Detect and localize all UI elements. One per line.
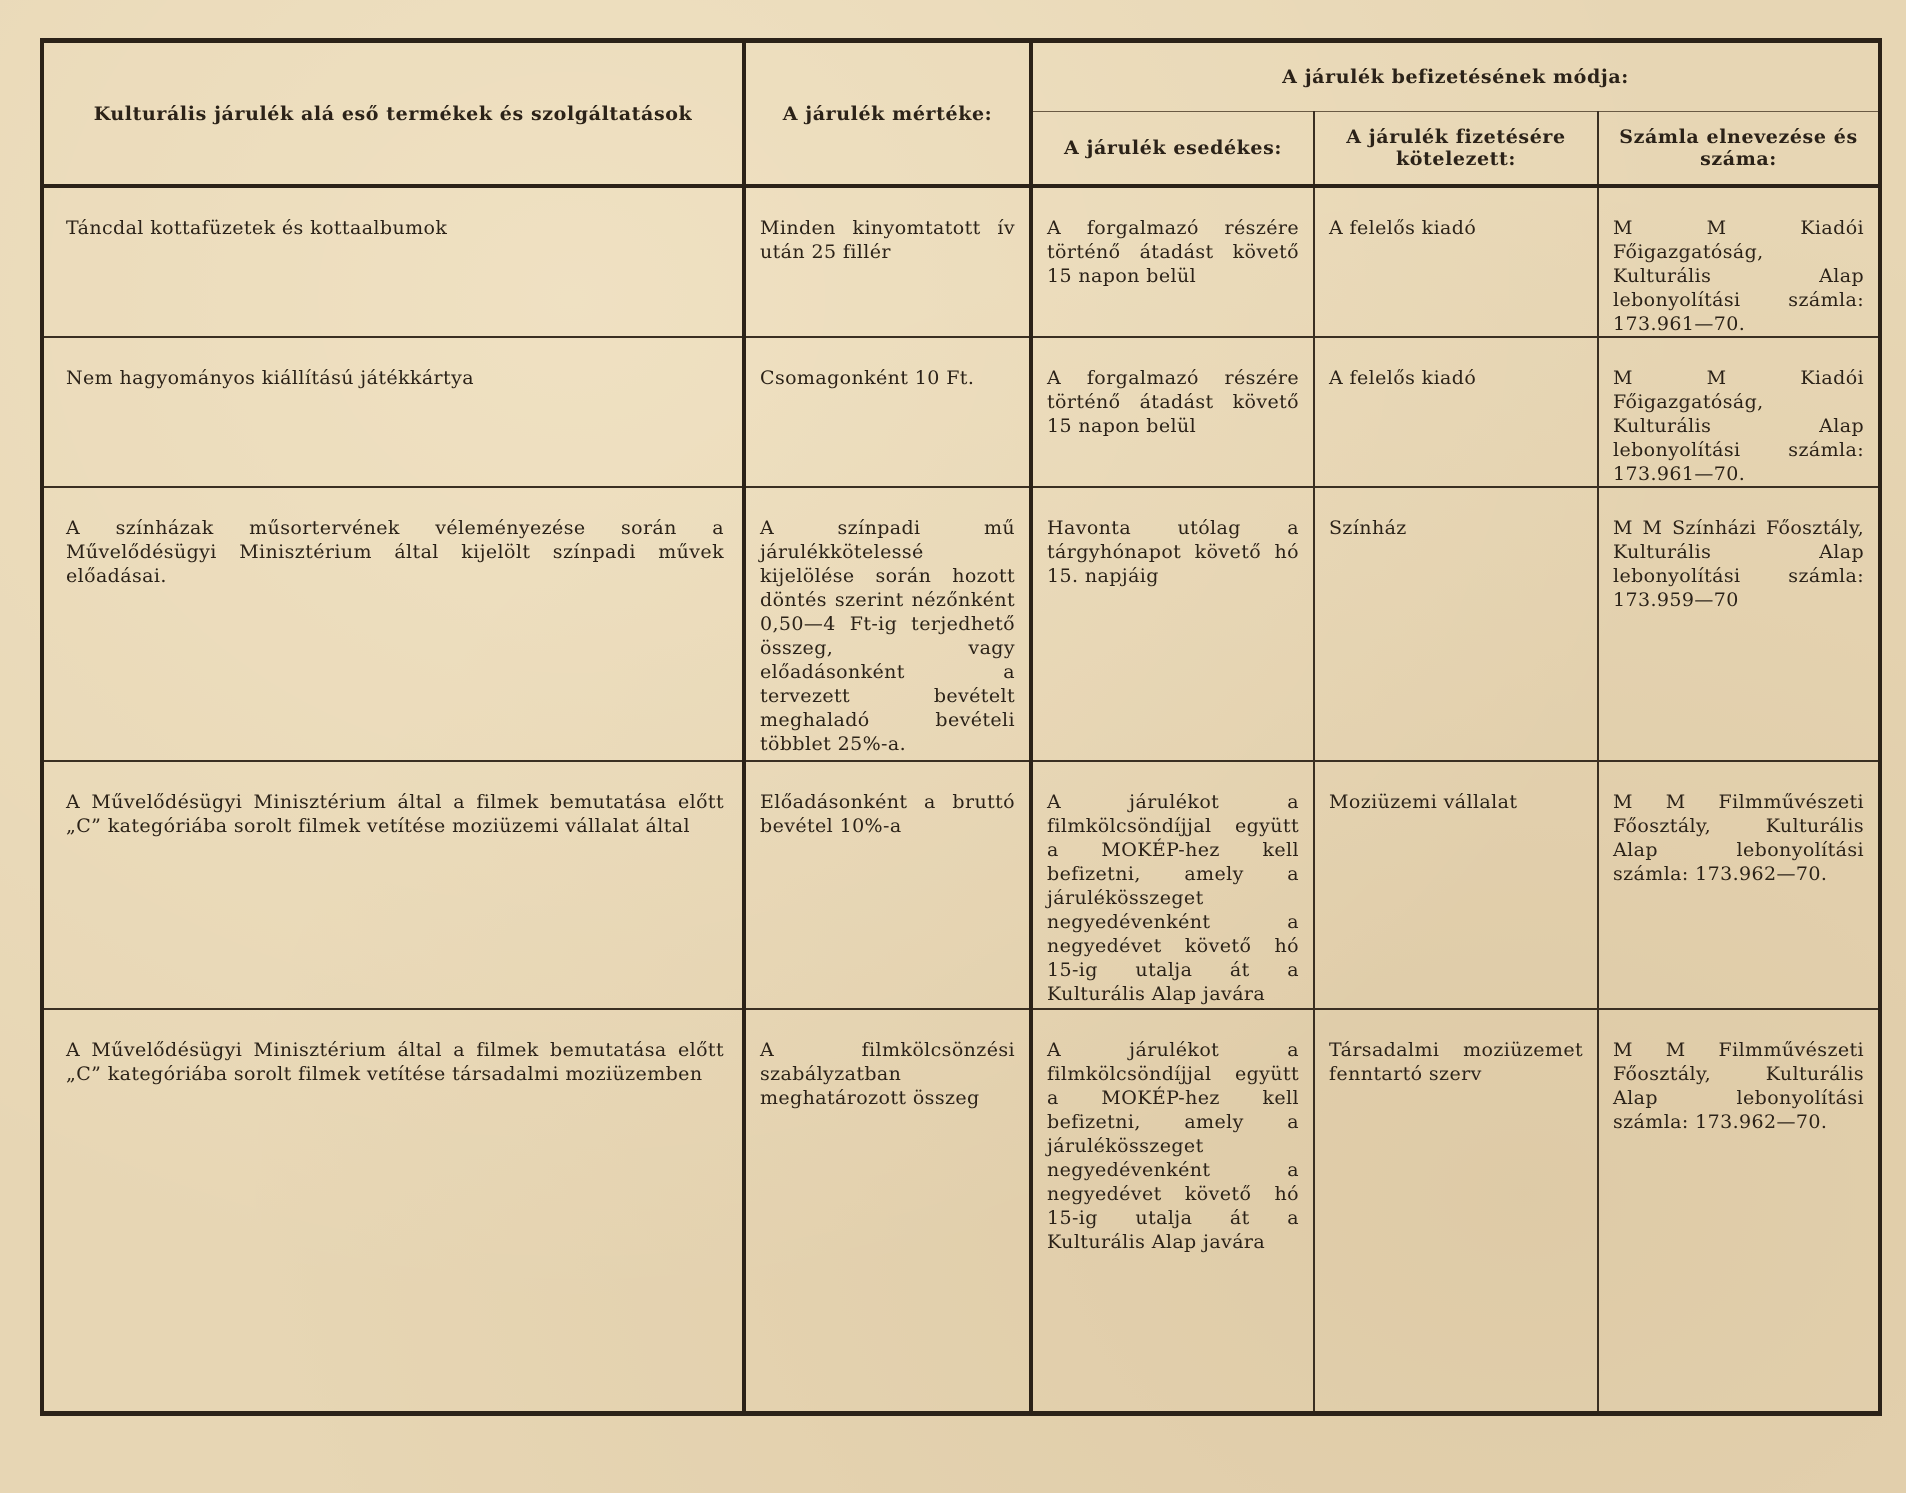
due-cell: A forgalmazó részére történő átadást követő 15 napon belül [1047,217,1299,287]
rate-cell: Előadásonként a bruttó bevétel 10%-a [760,791,1015,837]
cultural-levy-table [40,38,1882,1416]
table-row [42,761,1880,1009]
product-cell: Nem hagyományos kiállítású játékkártya [66,367,474,389]
account-cell: M M Filmművészeti Főosztály, Kulturális Alap lebonyolítási számla: 173.962—70. [1613,1039,1865,1133]
account-cell: M M Filmművészeti Főosztály, Kulturális Alap lebonyolítási számla: 173.962—70. [1613,791,1865,885]
product-cell: A Művelődésügyi Minisztérium által a filmek bemutatása előtt „C” kategóriába sorolt filmek vetítése moziüzemi vállalat által [66,791,724,837]
rate-cell: Csomagonként 10 Ft. [760,367,975,389]
header-products: Kulturális járulék alá eső termékek és szolgáltatások [42,41,744,187]
table-row [42,1009,1880,1414]
due-cell: A forgalmazó részére történő átadást követő 15 napon belül [1047,367,1299,437]
rate-cell: A színpadi mű járulékkötelessé kijelölése során hozott döntés szerint nézőnként 0,50—4 Ft-ig terjedhető összeg, vagy előadásonként a tervezett bevételt meghaladó bevételi többlet 25%-a. [760,517,1015,755]
header-payer: A járulék fizetésére kötelezett: [1314,112,1598,187]
header-account: Számla elnevezése és száma: [1598,112,1880,187]
rate-cell: A filmkölcsönzési szabályzatban meghatározott összeg [760,1039,1015,1109]
payer-cell: Moziüzemi vállalat [1329,791,1518,813]
table-row [42,487,1880,761]
account-cell: M M Színházi Főosztály, Kulturális Alap lebonyolítási számla: 173.959—70 [1613,517,1865,611]
product-cell: Táncdal kottafüzetek és kottaalbumok [66,217,448,239]
due-cell: A járulékot a filmkölcsöndíjjal együtt a MOKÉP-hez kell befizetni, amely a járulékösszeget negyedévenként a negyedévet követő hó 15-ig utalja át a Kulturális Alap javára [1047,1039,1299,1253]
payer-cell: Társadalmi moziüzemet fenntartó szerv [1329,1039,1583,1085]
account-cell: M M Kiadói Főigazgatóság, Kulturális Alap lebonyolítási számla: 173.961—70. [1613,367,1865,485]
header-row [42,41,1880,112]
payer-cell: Színház [1329,517,1407,539]
table-row [42,337,1880,487]
due-cell: Havonta utólag a tárgyhónapot követő hó 15. napjáig [1047,517,1299,587]
rate-cell: Minden kinyomtatott ív után 25 fillér [760,217,1015,263]
product-cell: A Művelődésügyi Minisztérium által a filmek bemutatása előtt „C” kategóriába sorolt filmek vetítése társadalmi moziüzemben [66,1039,724,1085]
product-cell: A színházak műsortervének véleményezése során a Művelődésügyi Minisztérium által kijelölt színpadi művek előadásai. [66,517,724,587]
header-payment-method: A járulék befizetésének módja: [1031,41,1880,112]
header-rate: A járulék mértéke: [744,41,1031,187]
header-due: A járulék esedékes: [1031,112,1314,187]
account-cell: M M Kiadói Főigazgatóság, Kulturális Alap lebonyolítási számla: 173.961—70. [1613,217,1865,335]
payer-cell: A felelős kiadó [1329,217,1477,239]
payer-cell: A felelős kiadó [1329,367,1477,389]
due-cell: A járulékot a filmkölcsöndíjjal együtt a MOKÉP-hez kell befizetni, amely a járulékösszeget negyedévenként a negyedévet követő hó 15-ig utalja át a Kulturális Alap javára [1047,791,1299,1005]
table-row [42,186,1880,337]
